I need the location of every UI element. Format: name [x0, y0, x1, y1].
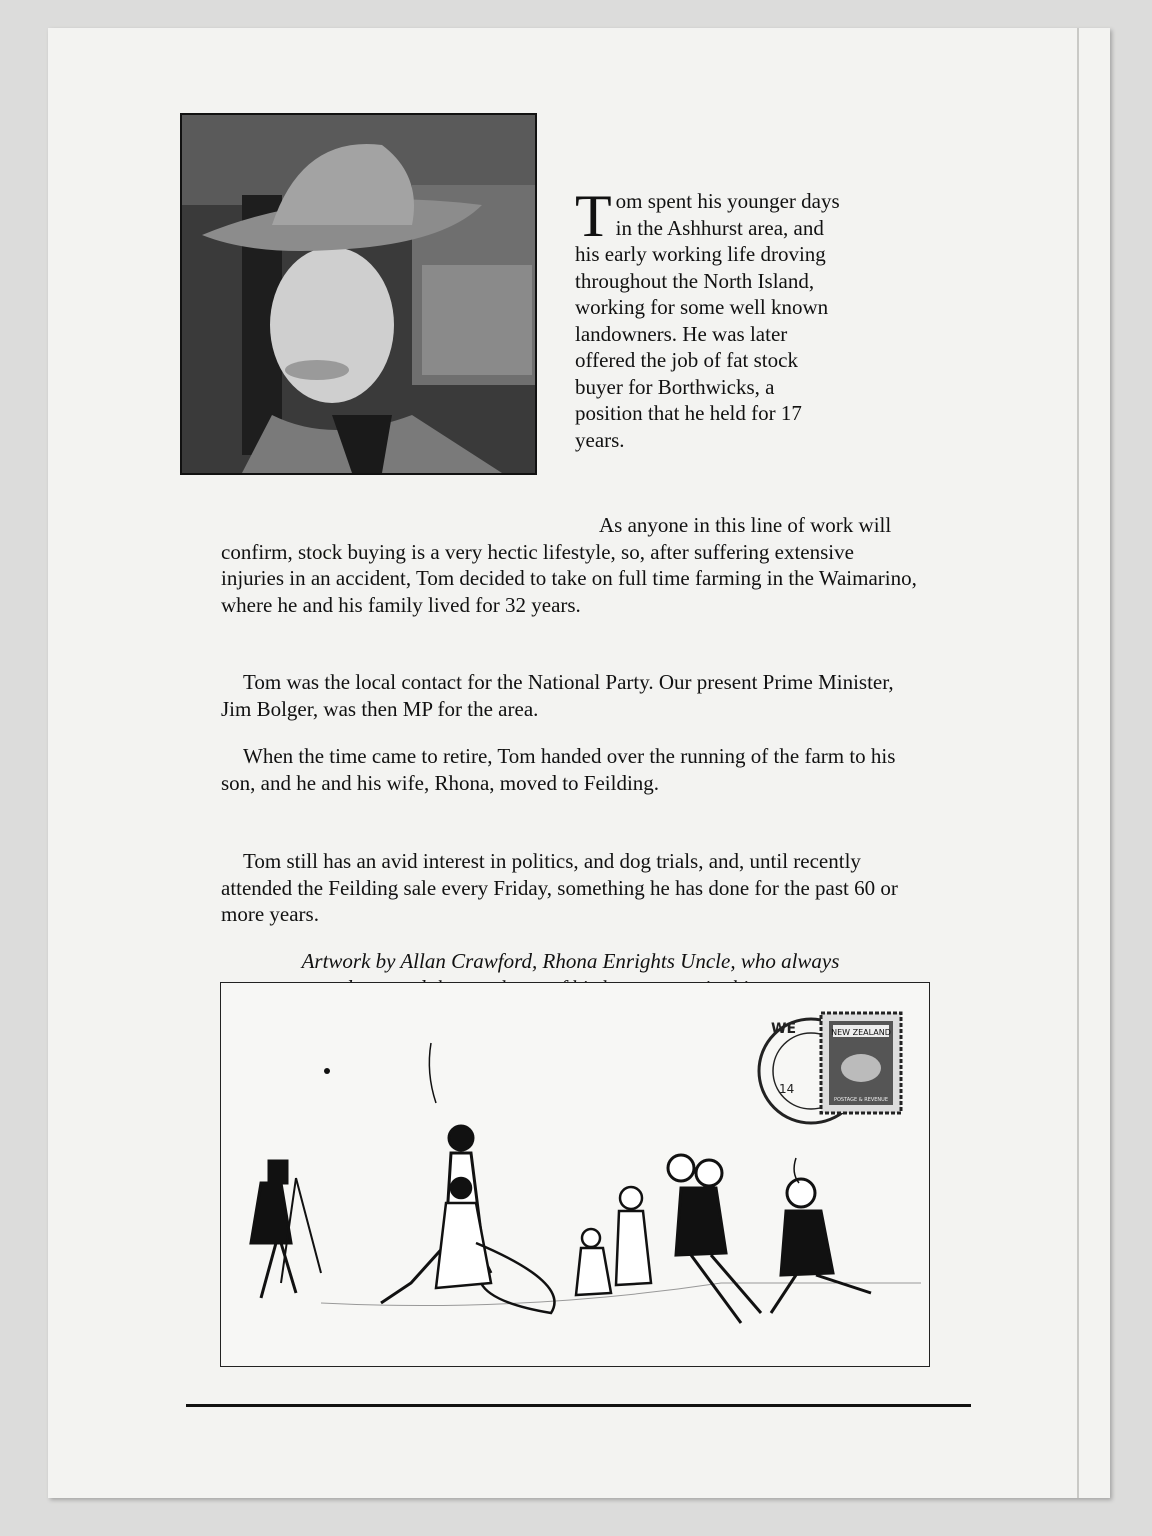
man-figure [668, 1155, 761, 1323]
spine-crease [1077, 28, 1079, 1498]
intro-line: position that he held for 17 [575, 401, 802, 425]
body-paragraph: Tom was the local contact for the National Party. Our present Prime Minister, Jim Bolger, was then MP for the area. [221, 670, 894, 721]
woman-figure [616, 1187, 651, 1285]
intro-paragraph [575, 183, 925, 453]
intro-line: working for some well known [575, 295, 829, 319]
book-back-cover [48, 28, 1110, 1498]
footer-rule [186, 1404, 971, 1407]
postage-stamp [821, 1013, 901, 1113]
intro-line: throughout the North Island, [575, 268, 815, 293]
intro-line: landowners. He was later [575, 321, 788, 346]
portrait-photo [180, 113, 537, 475]
body-paragraph: When the time came to retire, Tom handed over the running of the farm to his son, and he and his wife, Rhona, moved to Feilding. [221, 744, 896, 795]
postmark-text: WE [771, 1021, 797, 1037]
child-figure [576, 1229, 611, 1295]
pipe-smoker-figure [771, 1158, 871, 1313]
drop-cap: T [575, 183, 612, 249]
envelope-artwork [220, 982, 930, 1367]
intro-line: om spent his younger days [615, 189, 840, 213]
body-paragraph: As anyone in this line of work will confirm, stock buying is a very hectic lifestyle, so, after suffering extensive injuries in an accident, Tom decided to take on full time farming in the Waimarino, where he and his family lived for 32 years. [221, 513, 917, 617]
stamp-country: NEW ZEALAND [831, 1028, 891, 1037]
caption-line: Artwork by Allan Crawford, Rhona Enrights Uncle, who always [301, 949, 840, 973]
intro-line: in the Ashhurst area, and [615, 215, 824, 240]
intro-line: buyer for Borthwicks, a [575, 374, 775, 399]
body-paragraph: Tom still has an avid interest in politics, and dog trials, and, until recently attended the Feilding sale every Friday, something he has done for the past 60 or more years. [221, 849, 898, 926]
intro-line: years. [575, 427, 625, 452]
photographer-figure [251, 1161, 321, 1298]
postmark-date: 14 [779, 1082, 795, 1096]
intro-line: his early working life droving [575, 242, 826, 266]
intro-line: offered the job of fat stock [575, 348, 798, 372]
stamp-footer: POSTAGE & REVENUE [833, 1097, 889, 1103]
